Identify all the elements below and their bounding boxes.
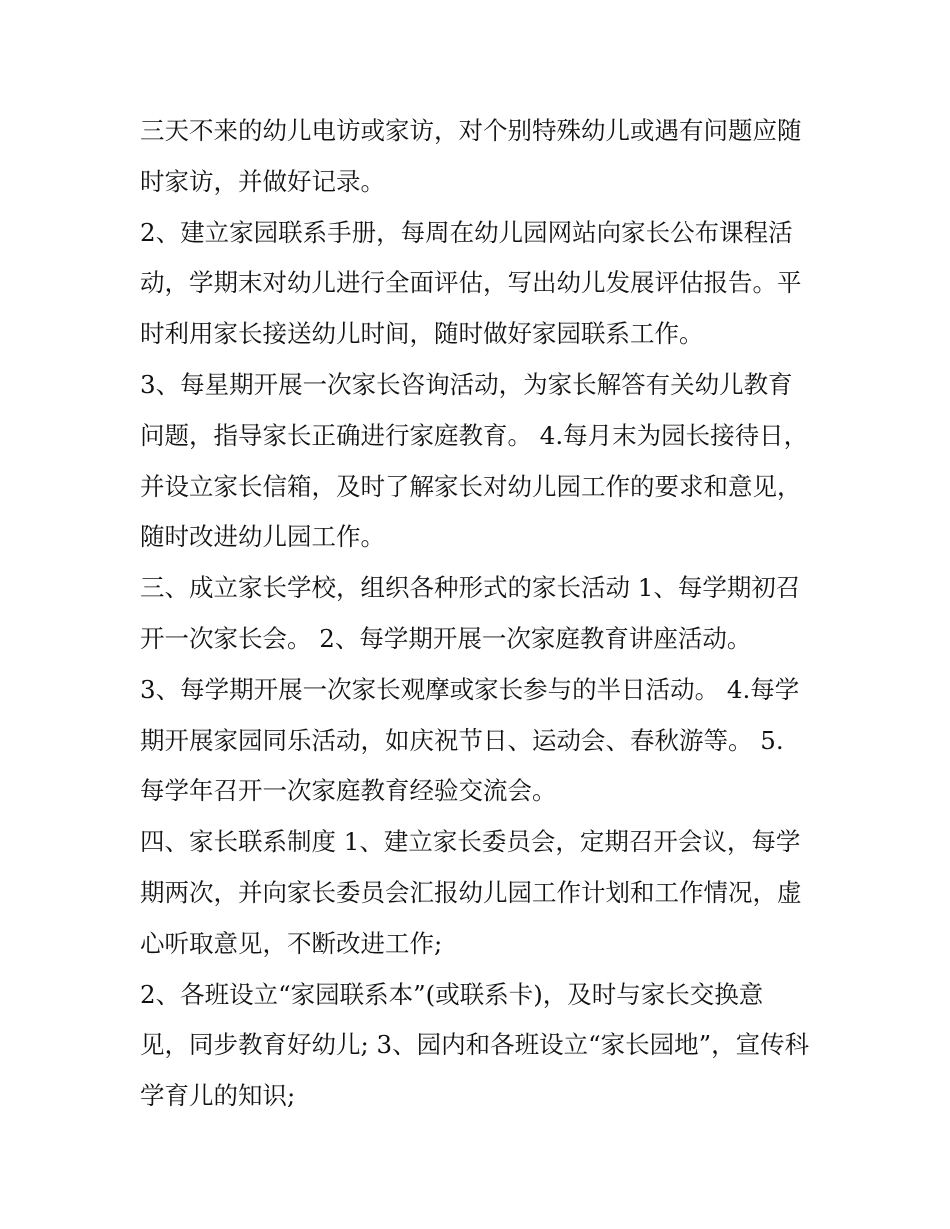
text-line: 三天不来的幼儿电访或家访，对个别特殊幼儿或遇有问题应随: [140, 116, 802, 145]
text-line: 见，同步教育好幼儿; 3、园内和各班设立“家长园地”，宣传科: [140, 1030, 810, 1060]
text-line: 四、家长联系制度 1、建立家长委员会，定期召开会议，每学: [140, 827, 801, 857]
text-line: 3、每学期开展一次家长观摩或家长参与的半日活动。 4.每学: [140, 674, 800, 704]
text-line: 期两次，并向家长委员会汇报幼儿园工作计划和工作情况，虚: [140, 877, 802, 907]
text-line: 每学年召开一次家庭教育经验交流会。: [140, 776, 557, 806]
text-line: 问题，指导家长正确进行家庭教育。 4.每月末为园长接待日，: [140, 420, 809, 450]
text-line: 2、建立家园联系手册，每周在幼儿园网站向家长公布课程活: [140, 217, 793, 247]
text-line: 动，学期末对幼儿进行全面评估，写出幼儿发展评估报告。平: [140, 268, 802, 298]
text-line: 2、各班设立“家园联系本”(或联系卡)，及时与家长交换意: [140, 979, 764, 1009]
text-line: 心听取意见，不断改进工作;: [140, 928, 443, 958]
text-line: 时家访，并做好记录。: [140, 166, 385, 196]
text-line: 开一次家长会。 2、每学期开展一次家庭教育讲座活动。: [140, 623, 752, 653]
text-line: 时利用家长接送幼儿时间，随时做好家园联系工作。: [140, 319, 704, 349]
text-line: 学育儿的知识;: [140, 1081, 296, 1111]
text-line: 随时改进幼儿园工作。: [140, 522, 385, 552]
text-line: 三、成立家长学校，组织各种形式的家长活动 1、每学期初召: [140, 573, 801, 603]
document-body: [140, 106, 820, 1122]
text-line: 并设立家长信箱，及时了解家长对幼儿园工作的要求和意见，: [140, 471, 802, 501]
text-line: 3、每星期开展一次家长咨询活动，为家长解答有关幼儿教育: [140, 369, 793, 399]
text-line: 期开展家园同乐活动，如庆祝节日、运动会、春秋游等。 5.: [140, 725, 784, 755]
